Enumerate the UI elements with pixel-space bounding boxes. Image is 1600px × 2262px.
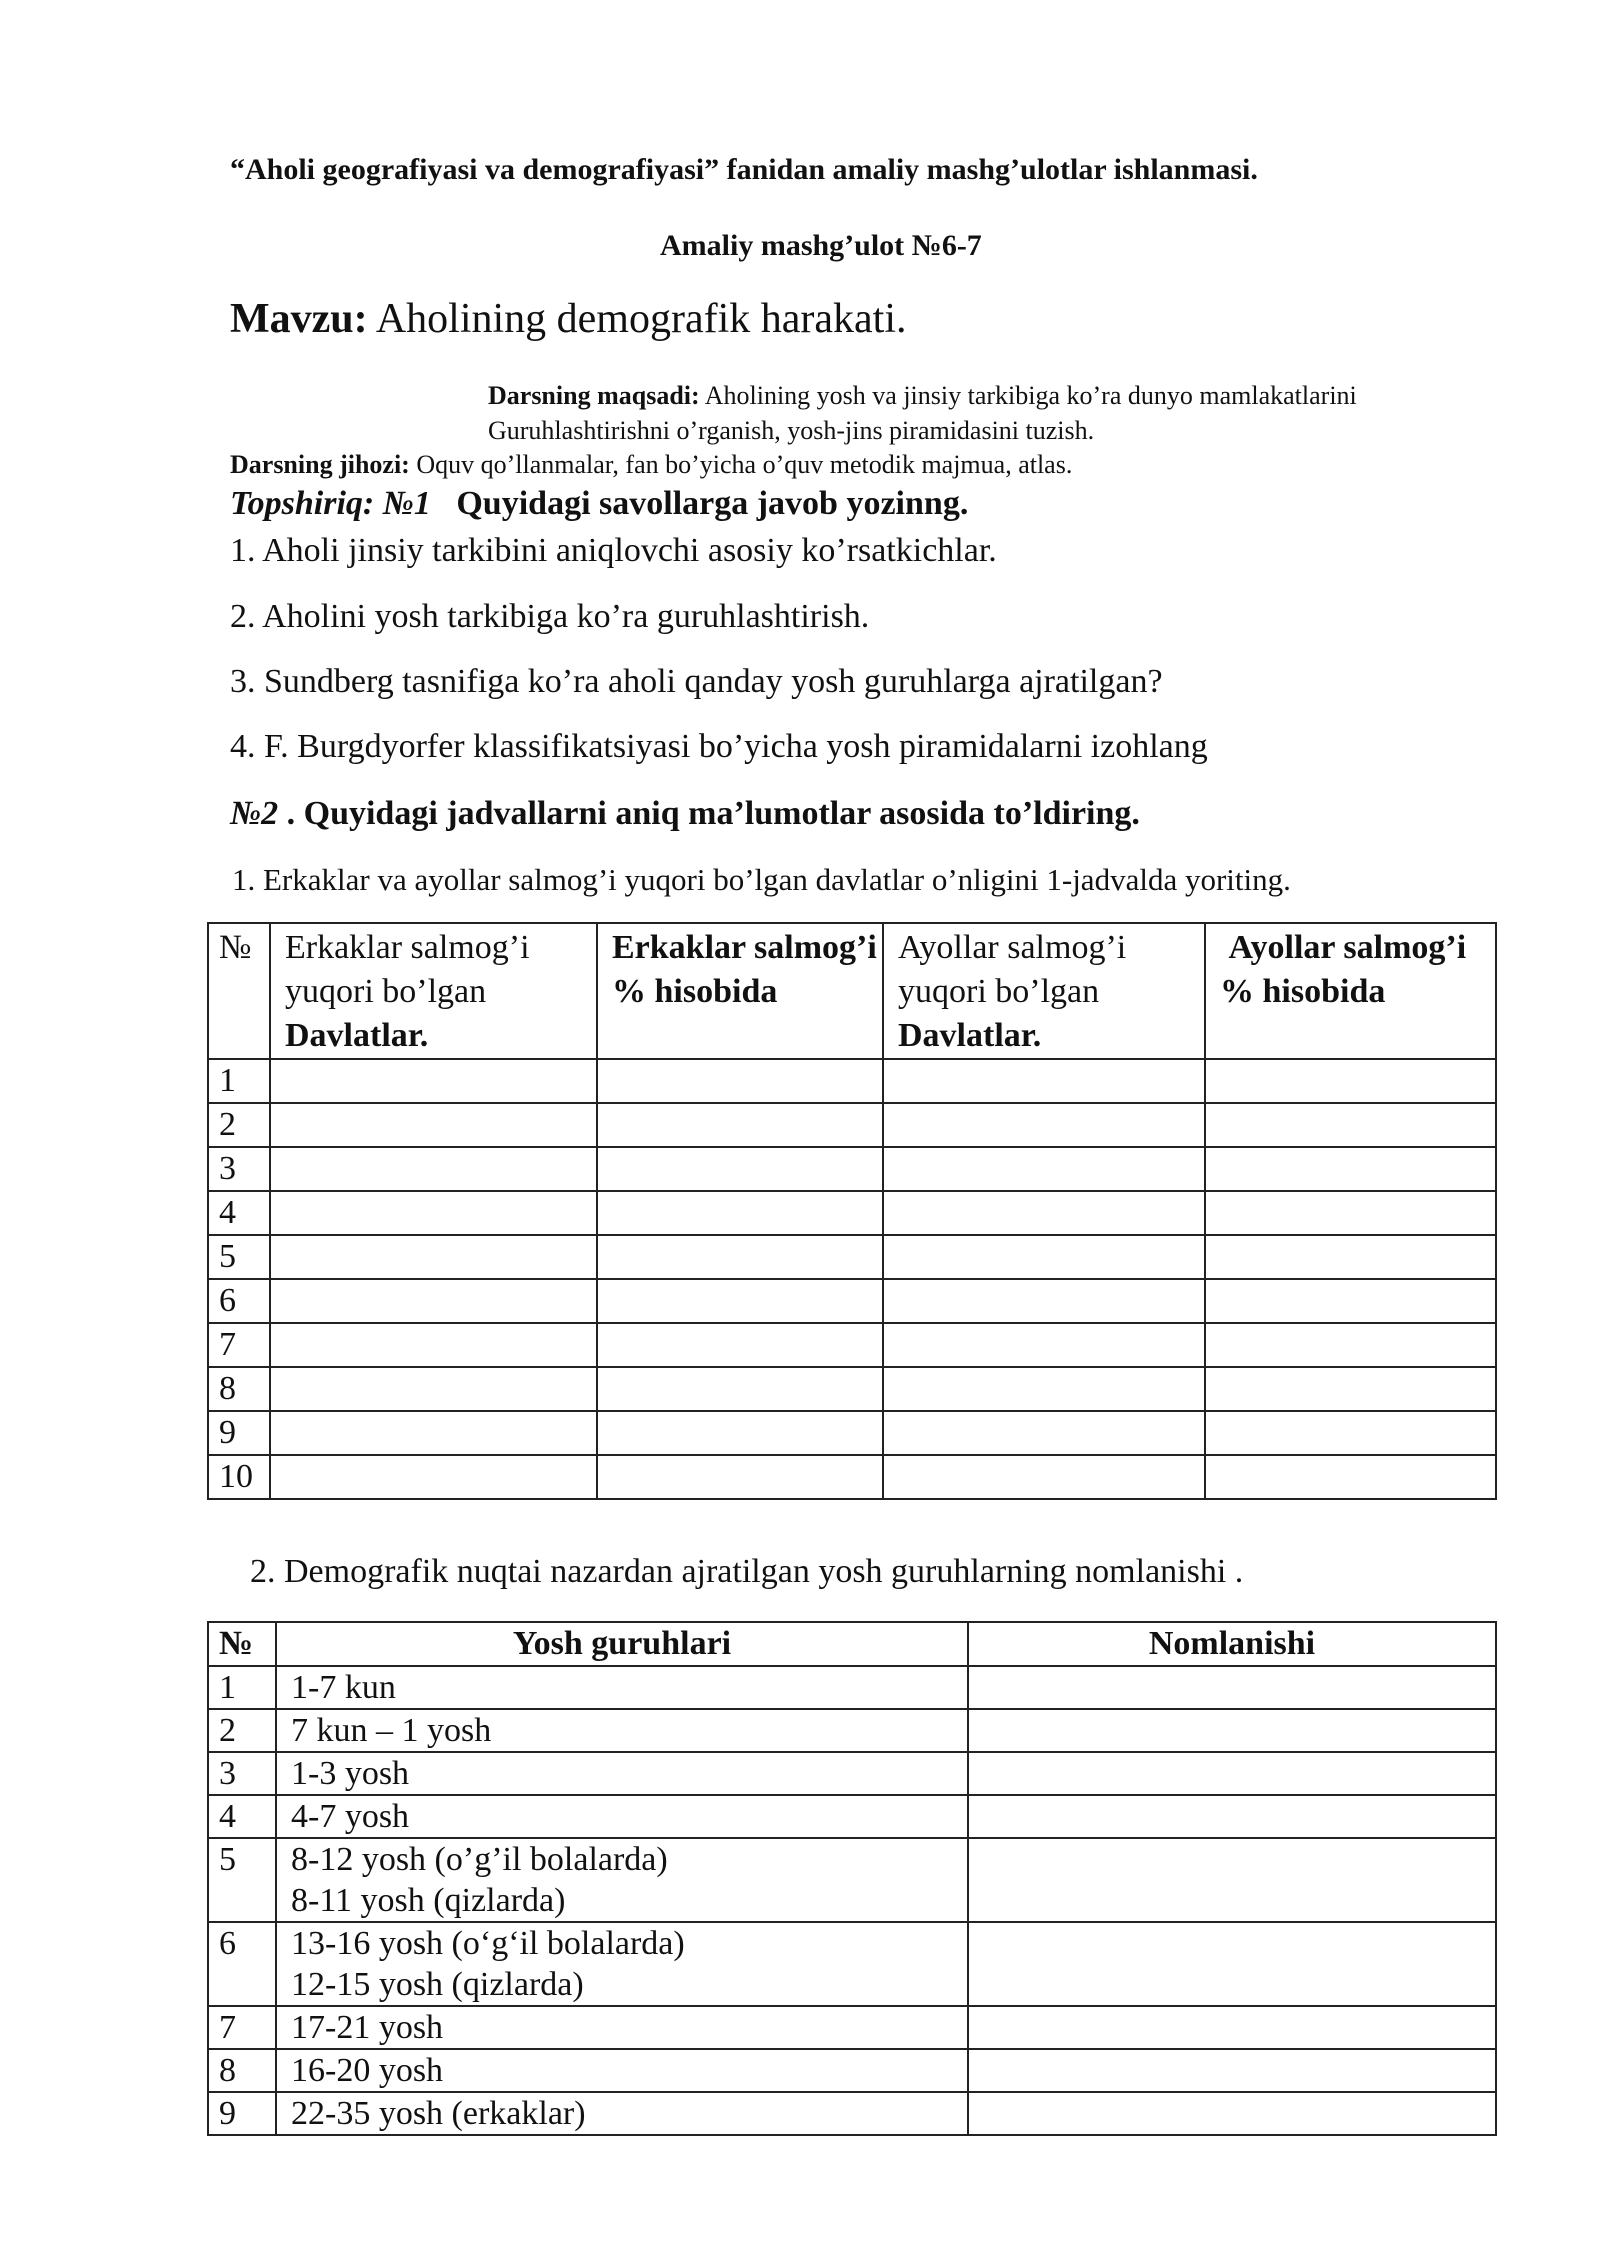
row-number: 7	[208, 1323, 270, 1367]
blank-cell	[597, 1455, 883, 1499]
lesson-goal-text: Aholining yosh va jinsiy tarkibiga ko’ra dunyo mamlakatlarini Guruhlashtirishni o’rganish, yosh-jins piramidasini tuzish.	[488, 381, 1357, 445]
blank-cell	[597, 1323, 883, 1367]
blank-cell	[597, 1191, 883, 1235]
header-men-countries	[270, 923, 597, 1059]
blank-cell	[883, 1323, 1205, 1367]
blank-cell	[597, 1147, 883, 1191]
blank-cell	[270, 1323, 597, 1367]
lesson-equipment	[230, 450, 1072, 480]
task-1-heading	[230, 485, 968, 523]
age-group-cell	[276, 2092, 968, 2135]
row-number: 10	[208, 1455, 270, 1499]
blank-cell	[270, 1235, 597, 1279]
blank-cell	[968, 2049, 1496, 2092]
table-header-row	[208, 923, 1496, 1059]
header-men-countries-text: Erkaklar salmog’i yuqori bo’lgan	[285, 929, 530, 1010]
row-number: 3	[208, 1752, 276, 1795]
header-num: №	[208, 1622, 276, 1666]
blank-cell	[270, 1367, 597, 1411]
table-header-row	[208, 1622, 1496, 1666]
row-number: 5	[208, 1235, 270, 1279]
age-group-text: 8-11 yosh (qizlarda)	[291, 1882, 566, 1919]
blank-cell	[968, 1922, 1496, 2006]
lesson-goal-label: Darsning maqsadi:	[488, 381, 700, 410]
row-number: 3	[208, 1147, 270, 1191]
header-women-percent	[1205, 923, 1496, 1059]
countries-table	[207, 922, 1497, 1500]
age-group-cell	[276, 1795, 968, 1838]
header-women-countries-text: Ayollar salmog’i yuqori bo’lgan	[898, 929, 1127, 1010]
blank-cell	[270, 1059, 597, 1103]
blank-cell	[883, 1367, 1205, 1411]
blank-cell	[968, 1709, 1496, 1752]
blank-cell	[597, 1059, 883, 1103]
row-number: 4	[208, 1795, 276, 1838]
blank-cell	[883, 1455, 1205, 1499]
task-2-text: . Quyidagi jadvallarni aniq ma’lumotlar asosida to’ldiring.	[278, 795, 1140, 832]
table-row	[208, 1191, 1496, 1235]
blank-cell	[968, 1795, 1496, 1838]
age-group-cell	[276, 1922, 968, 2006]
subtask-2: 2. Demografik nuqtai nazardan ajratilgan yosh guruhlarning nomlanishi .	[250, 1553, 1244, 1590]
header-men-percent-text: Erkaklar salmog’i % hisobida	[612, 929, 877, 1010]
blank-cell	[968, 1838, 1496, 1922]
blank-cell	[1205, 1279, 1496, 1323]
topic-label: Mavzu:	[230, 296, 368, 342]
blank-cell	[968, 1752, 1496, 1795]
age-group-cell	[276, 1838, 968, 1922]
table-row	[208, 1059, 1496, 1103]
topic-text: Aholining demografik harakati.	[367, 296, 907, 342]
age-group-text: 12-15 yosh (qizlarda)	[291, 1966, 584, 2003]
table-row	[208, 2006, 1496, 2049]
age-group-cell	[276, 1752, 968, 1795]
table-row	[208, 1709, 1496, 1752]
age-group-text: 7 kun – 1 yosh	[291, 1712, 492, 1749]
blank-cell	[270, 1191, 597, 1235]
row-number: 6	[208, 1922, 276, 2006]
lesson-equipment-text: Oquv qo’llanmalar, fan bo’yicha o’quv metodik majmua, atlas.	[409, 450, 1073, 479]
blank-cell	[883, 1411, 1205, 1455]
header-women-countries	[883, 923, 1205, 1059]
table-row	[208, 1455, 1496, 1499]
table-row	[208, 2092, 1496, 2135]
row-number: 5	[208, 1838, 276, 1922]
table-row	[208, 1323, 1496, 1367]
lesson-equipment-label: Darsning jihozi:	[230, 450, 410, 479]
task-2-label: №2	[230, 795, 279, 832]
age-group-text: 22-35 yosh (erkaklar)	[291, 2095, 586, 2132]
header-women-percent-text: Ayollar salmog’i % hisobida	[1220, 929, 1467, 1010]
age-group-text: 1-3 yosh	[291, 1755, 410, 1792]
blank-cell	[883, 1147, 1205, 1191]
row-number: 6	[208, 1279, 270, 1323]
age-group-text: 1-7 kun	[291, 1669, 396, 1706]
question-4: 4. F. Burgdyorfer klassifikatsiyasi bo’yicha yosh piramidalarni izohlang	[230, 728, 1208, 765]
age-group-text: 16-20 yosh	[291, 2052, 444, 2089]
table-row	[208, 1235, 1496, 1279]
table-row	[208, 1103, 1496, 1147]
lesson-goal	[488, 378, 1508, 448]
blank-cell	[968, 2092, 1496, 2135]
blank-cell	[883, 1235, 1205, 1279]
age-group-text: 17-21 yosh	[291, 2009, 444, 2046]
table-row	[208, 1666, 1496, 1709]
task-2-heading	[230, 795, 1140, 833]
row-number: 7	[208, 2006, 276, 2049]
blank-cell	[1205, 1411, 1496, 1455]
question-2: 2. Aholini yosh tarkibiga ko’ra guruhlashtirish.	[230, 598, 870, 635]
blank-cell	[270, 1103, 597, 1147]
age-group-text: 4-7 yosh	[291, 1798, 410, 1835]
blank-cell	[270, 1455, 597, 1499]
header-num: №	[208, 923, 270, 1059]
age-group-cell	[276, 2006, 968, 2049]
blank-cell	[270, 1411, 597, 1455]
task-1-label: Topshiriq: №1	[230, 485, 431, 522]
age-group-cell	[276, 1666, 968, 1709]
header-women-countries-bold: Davlatlar.	[898, 1017, 1042, 1054]
blank-cell	[1205, 1323, 1496, 1367]
blank-cell	[597, 1367, 883, 1411]
row-number: 4	[208, 1191, 270, 1235]
task-1-text: Quyidagi savollarga javob yozinng.	[456, 485, 969, 522]
blank-cell	[597, 1235, 883, 1279]
blank-cell	[1205, 1103, 1496, 1147]
header-men-percent	[597, 923, 883, 1059]
table-row	[208, 1147, 1496, 1191]
subtask-1: 1. Erkaklar va ayollar salmog’i yuqori bo’lgan davlatlar o’nligini 1-jadvalda yoriting.	[232, 862, 1291, 897]
blank-cell	[883, 1103, 1205, 1147]
row-number: 9	[208, 2092, 276, 2135]
table-row	[208, 1411, 1496, 1455]
blank-cell	[1205, 1059, 1496, 1103]
table-row	[208, 1795, 1496, 1838]
session-number: Amaliy mashg’ulot №6-7	[660, 229, 982, 262]
blank-cell	[597, 1279, 883, 1323]
table-row	[208, 1922, 1496, 2006]
question-1: 1. Aholi jinsiy tarkibini aniqlovchi asosiy ko’rsatkichlar.	[230, 532, 997, 569]
header-naming: Nomlanishi	[968, 1622, 1496, 1666]
blank-cell	[597, 1411, 883, 1455]
blank-cell	[270, 1279, 597, 1323]
blank-cell	[1205, 1235, 1496, 1279]
blank-cell	[597, 1103, 883, 1147]
row-number: 9	[208, 1411, 270, 1455]
blank-cell	[1205, 1191, 1496, 1235]
age-groups-table	[207, 1621, 1497, 2136]
question-3: 3. Sundberg tasnifiga ko’ra aholi qanday yosh guruhlarga ajratilgan?	[230, 663, 1163, 700]
table-row	[208, 1279, 1496, 1323]
row-number: 8	[208, 2049, 276, 2092]
row-number: 8	[208, 1367, 270, 1411]
blank-cell	[968, 1666, 1496, 1709]
blank-cell	[1205, 1455, 1496, 1499]
table-row	[208, 1752, 1496, 1795]
age-group-cell	[276, 1709, 968, 1752]
blank-cell	[883, 1059, 1205, 1103]
age-group-text: 13-16 yosh (o‘g‘il bolalarda)	[291, 1925, 685, 1962]
row-number: 2	[208, 1709, 276, 1752]
blank-cell	[1205, 1147, 1496, 1191]
blank-cell	[1205, 1367, 1496, 1411]
row-number: 2	[208, 1103, 270, 1147]
topic	[230, 295, 907, 343]
age-group-cell	[276, 2049, 968, 2092]
document-title: “Aholi geografiyasi va demografiyasi” fanidan amaliy mashg’ulotlar ishlanmasi.	[230, 153, 1258, 186]
table-row	[208, 1367, 1496, 1411]
blank-cell	[883, 1279, 1205, 1323]
header-age-groups: Yosh guruhlari	[276, 1622, 968, 1666]
blank-cell	[968, 2006, 1496, 2049]
blank-cell	[270, 1147, 597, 1191]
age-group-text: 8-12 yosh (o’g’il bolalarda)	[291, 1841, 668, 1878]
table-row	[208, 2049, 1496, 2092]
row-number: 1	[208, 1059, 270, 1103]
blank-cell	[883, 1191, 1205, 1235]
table-row	[208, 1838, 1496, 1922]
row-number: 1	[208, 1666, 276, 1709]
header-men-countries-bold: Davlatlar.	[285, 1017, 429, 1054]
